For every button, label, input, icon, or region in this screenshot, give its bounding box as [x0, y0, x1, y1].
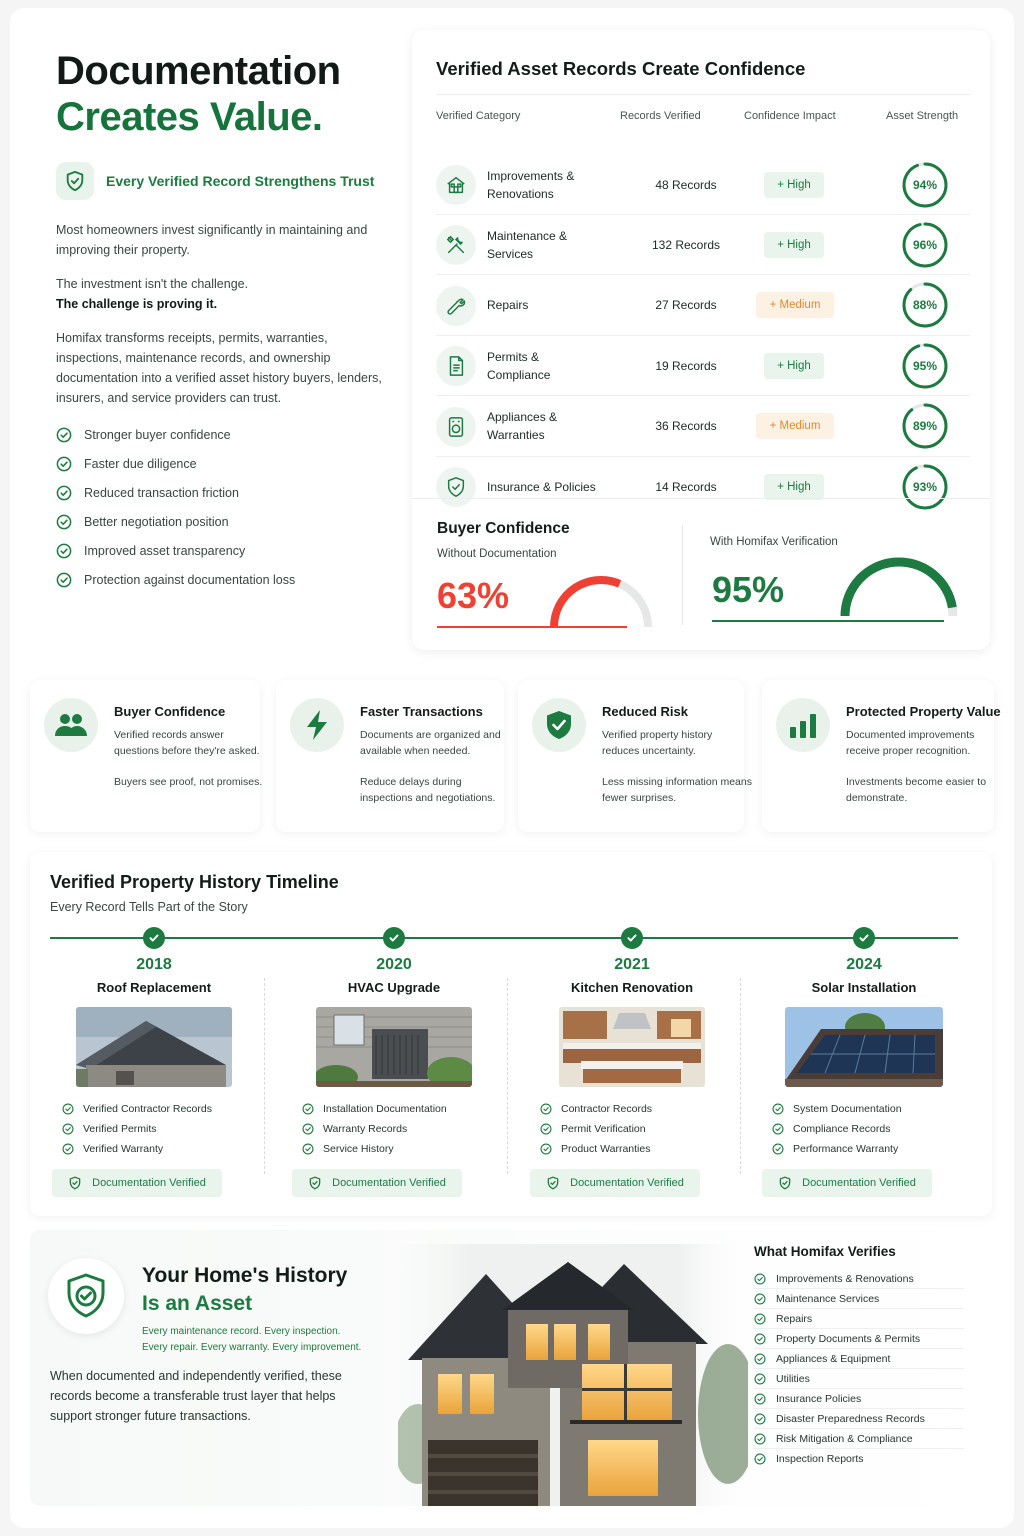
- record-row: [436, 215, 970, 275]
- asset-paragraph: When documented and independently verified, these records become a transferable trust layer that helps support stronger future transactions.: [50, 1369, 342, 1423]
- timeline-record-list: [754, 1099, 974, 1159]
- with-verification-value: 95%: [712, 569, 785, 610]
- verifies-text: Insurance Policies: [776, 1392, 862, 1405]
- feature-text-1: Verified property history reduces uncertainty.: [602, 729, 713, 757]
- timeline-record-item: [540, 1139, 742, 1159]
- check-circle-icon: [754, 1453, 766, 1465]
- timeline-year: 2020: [376, 956, 412, 973]
- timeline-milestone-check: [143, 927, 165, 949]
- feature-faster-transactions: [276, 680, 504, 832]
- gauge-with: [836, 552, 962, 622]
- documentation-verified-badge: [762, 1169, 932, 1197]
- verifies-text: Repairs: [776, 1312, 813, 1325]
- timeline-milestone-check: [621, 927, 643, 949]
- timeline-entry: [44, 952, 264, 1197]
- hero-section: [56, 48, 396, 594]
- roof-photo: [76, 1007, 232, 1087]
- strength-value: 96%: [912, 237, 938, 252]
- wrench-icon: [436, 286, 476, 326]
- shield-icon: [532, 698, 586, 752]
- check-circle-icon: [754, 1273, 766, 1285]
- documentation-verified-badge: [530, 1169, 700, 1197]
- benefit-item: [56, 449, 396, 478]
- timeline-record-text: Performance Warranty: [793, 1143, 899, 1155]
- with-verification-label: With Homifax Verification: [710, 536, 838, 548]
- kitchen-photo: [559, 1007, 705, 1087]
- record-category: Appliances & Warranties: [487, 410, 558, 443]
- gauge-track: [554, 580, 648, 627]
- documentation-verified-badge: [52, 1169, 222, 1197]
- strength-value: 93%: [912, 480, 938, 494]
- appliance-icon: [436, 407, 476, 447]
- bolt-icon: [290, 698, 344, 752]
- record-row: [436, 276, 970, 336]
- timeline-year: 2024: [846, 956, 882, 973]
- check-circle-icon: [540, 1123, 552, 1135]
- timeline-project: Solar Installation: [811, 980, 917, 995]
- records-title: Verified Asset Records Create Confidence: [436, 58, 806, 79]
- timeline-record-text: Installation Documentation: [323, 1103, 447, 1115]
- document-icon: [436, 346, 476, 386]
- check-circle-icon: [302, 1123, 314, 1135]
- timeline-record-list: [44, 1099, 264, 1159]
- timeline-record-item: [302, 1139, 504, 1159]
- timeline-title: Verified Property History Timeline: [50, 872, 339, 892]
- benefit-item: [56, 478, 396, 507]
- shield-check-icon: [308, 1176, 322, 1190]
- verifies-item: [754, 1349, 964, 1369]
- check-icon: [388, 932, 400, 944]
- house-photo: [398, 1244, 748, 1506]
- column-header-records: Records Verified: [620, 110, 701, 122]
- solar-photo: [785, 1007, 943, 1087]
- record-row: [436, 155, 970, 215]
- benefit-item: [56, 565, 396, 594]
- divider: [436, 94, 970, 95]
- record-row: [436, 457, 970, 517]
- badge-text: Documentation Verified: [92, 1177, 206, 1189]
- record-count: 48 Records: [655, 177, 717, 192]
- gauge-without: [544, 574, 654, 632]
- feature-reduced-risk: [518, 680, 752, 832]
- column-header-strength: Asset Strength: [886, 110, 959, 122]
- column-header-impact: Confidence Impact: [744, 110, 836, 122]
- feature-text-1: Verified records answer questions before they're asked.: [114, 729, 260, 757]
- check-circle-icon: [754, 1333, 766, 1345]
- verifies-text: Appliances & Equipment: [776, 1352, 891, 1365]
- shield-check-icon: [68, 1176, 82, 1190]
- check-circle-icon: [754, 1413, 766, 1425]
- timeline-card: [30, 852, 992, 1216]
- verifies-item: [754, 1309, 964, 1329]
- benefit-text: Protection against documentation loss: [84, 572, 296, 587]
- check-circle-icon: [56, 456, 72, 472]
- check-circle-icon: [62, 1123, 74, 1135]
- timeline-record-text: Compliance Records: [793, 1123, 891, 1135]
- record-count: 14 Records: [655, 480, 717, 494]
- badge-text: Documentation Verified: [570, 1177, 684, 1189]
- verifies-text: Maintenance Services: [776, 1292, 880, 1305]
- benefit-text: Improved asset transparency: [84, 543, 246, 558]
- timeline-record-text: Permit Verification: [561, 1123, 646, 1135]
- verifies-panel: [754, 1244, 964, 1469]
- asset-subline-2: Every repair. Every warranty. Every improvement.: [142, 1342, 362, 1353]
- check-circle-icon: [754, 1373, 766, 1385]
- strength-ring: [900, 220, 950, 270]
- timeline-year: 2018: [136, 956, 172, 973]
- gauge-fill: [845, 562, 952, 616]
- hero-paragraph-3: Homifax transforms receipts, permits, warranties, inspections, maintenance records, and ownership documentation into a verified asset history buyers, lenders, insurers, and service providers can trust.: [56, 331, 382, 405]
- impact-badge: + High: [764, 172, 824, 198]
- hero-title: [56, 48, 396, 140]
- check-icon: [626, 932, 638, 944]
- timeline-record-text: Contractor Records: [561, 1103, 653, 1115]
- strength-ring: [900, 280, 950, 330]
- verifies-text: Inspection Reports: [776, 1453, 864, 1465]
- feature-title: Faster Transactions: [360, 704, 483, 719]
- check-circle-icon: [772, 1103, 784, 1115]
- bar-chart-icon: [776, 698, 830, 752]
- timeline-record-text: Service History: [323, 1143, 394, 1155]
- check-icon: [858, 932, 870, 944]
- strength-ring: [900, 341, 950, 391]
- check-circle-icon: [540, 1103, 552, 1115]
- check-circle-icon: [56, 427, 72, 443]
- check-circle-icon: [754, 1433, 766, 1445]
- check-circle-icon: [56, 514, 72, 530]
- check-circle-icon: [754, 1393, 766, 1405]
- check-circle-icon: [772, 1123, 784, 1135]
- feature-text-2: Less missing information means fewer surprises.: [602, 776, 752, 804]
- verifies-item: [754, 1329, 964, 1349]
- hero-paragraph-2-text: The investment isn't the challenge.: [56, 277, 249, 291]
- check-circle-icon: [754, 1353, 766, 1365]
- hero-title-line1: Documentation: [56, 49, 341, 93]
- record-category: Maintenance & Services: [487, 228, 568, 261]
- without-documentation-label: Without Documentation: [437, 548, 557, 560]
- asset-title-line2: Is an Asset: [142, 1292, 253, 1315]
- feature-title: Protected Property Value: [846, 704, 1001, 719]
- verifies-text: Risk Mitigation & Compliance: [776, 1432, 913, 1445]
- timeline-project: HVAC Upgrade: [347, 980, 441, 995]
- check-circle-icon: [540, 1143, 552, 1155]
- shield-check-icon: [436, 467, 476, 507]
- timeline-record-item: [772, 1139, 974, 1159]
- badge-text: Documentation Verified: [332, 1177, 446, 1189]
- hero-paragraph-2: [56, 274, 396, 314]
- verifies-text: Improvements & Renovations: [776, 1272, 914, 1285]
- timeline-record-text: Product Warranties: [561, 1143, 651, 1155]
- timeline-record-text: Verified Contractor Records: [83, 1103, 212, 1115]
- timeline-year: 2021: [614, 956, 650, 973]
- record-count: 132 Records: [651, 237, 721, 252]
- check-circle-icon: [56, 543, 72, 559]
- verifies-title: What Homifax Verifies: [754, 1244, 896, 1259]
- record-category: Improvements & Renovations: [487, 168, 575, 201]
- hero-paragraph-1: Most homeowners invest significantly in maintaining and improving their property.: [56, 223, 368, 257]
- check-circle-icon: [56, 456, 72, 472]
- check-circle-icon: [754, 1313, 766, 1325]
- feature-text-1: Documents are organized and available when needed.: [360, 729, 501, 757]
- check-icon: [148, 932, 160, 944]
- shield-check-icon: [56, 162, 94, 200]
- check-circle-icon: [62, 1143, 74, 1155]
- feature-text-2: Reduce delays during inspections and negotiations.: [360, 776, 496, 804]
- record-row: [436, 336, 970, 396]
- benefit-text: Better negotiation position: [84, 514, 229, 529]
- timeline-record-item: [540, 1119, 742, 1139]
- check-circle-icon: [56, 427, 72, 443]
- record-count: 36 Records: [655, 419, 717, 434]
- verifies-item: [754, 1289, 964, 1309]
- strength-value: 95%: [912, 358, 938, 373]
- timeline-entry: [754, 952, 974, 1197]
- check-circle-icon: [56, 514, 72, 530]
- divider: [264, 978, 265, 1174]
- check-circle-icon: [56, 485, 72, 501]
- check-circle-icon: [56, 485, 72, 501]
- verifies-item: [754, 1269, 964, 1289]
- feature-protected-value: [762, 680, 1001, 832]
- gauge-track: [845, 562, 953, 616]
- benefit-list: [56, 420, 396, 594]
- timeline-record-list: [284, 1099, 504, 1159]
- documentation-verified-badge: [292, 1169, 462, 1197]
- strength-value: 94%: [912, 177, 938, 192]
- timeline-record-item: [772, 1119, 974, 1139]
- strength-ring: [900, 401, 950, 451]
- timeline-record-item: [302, 1119, 504, 1139]
- feature-text-2: Buyers see proof, not promises.: [114, 776, 263, 788]
- check-circle-icon: [62, 1103, 74, 1115]
- timeline-record-item: [62, 1099, 264, 1119]
- feature-buyer-confidence: [30, 680, 263, 832]
- check-circle-icon: [56, 572, 72, 588]
- verifies-text: Property Documents & Permits: [776, 1332, 921, 1345]
- check-circle-icon: [772, 1143, 784, 1155]
- timeline-milestone-check: [383, 927, 405, 949]
- verifies-text: Disaster Preparedness Records: [776, 1412, 925, 1425]
- verifies-item: [754, 1409, 964, 1429]
- check-circle-icon: [56, 572, 72, 588]
- impact-badge: + Medium: [756, 413, 834, 439]
- timeline-record-item: [772, 1099, 974, 1119]
- gauge-fill: [554, 580, 620, 627]
- check-circle-icon: [56, 543, 72, 559]
- divider: [507, 978, 508, 1174]
- verifies-item: [754, 1389, 964, 1409]
- timeline-record-item: [540, 1099, 742, 1119]
- impact-badge: + High: [764, 353, 824, 379]
- verifies-item: [754, 1429, 964, 1449]
- record-category: Insurance & Policies: [487, 480, 596, 494]
- benefit-item: [56, 536, 396, 565]
- feature-title: Buyer Confidence: [114, 704, 226, 719]
- timeline-record-list: [522, 1099, 742, 1159]
- timeline-record-text: Verified Warranty: [83, 1143, 164, 1155]
- verifies-text: Utilities: [776, 1372, 810, 1385]
- hvac-photo: [316, 1007, 472, 1087]
- record-count: 19 Records: [655, 358, 717, 373]
- verifies-item: [754, 1369, 964, 1389]
- timeline-entry: [284, 952, 504, 1197]
- hero-tagline: [56, 162, 396, 200]
- tools-icon: [436, 225, 476, 265]
- timeline-project: Roof Replacement: [96, 980, 212, 995]
- column-header-category: Verified Category: [436, 110, 521, 122]
- timeline-milestone-check: [853, 927, 875, 949]
- shield-check-icon: [48, 1258, 124, 1334]
- timeline-record-text: System Documentation: [793, 1103, 902, 1115]
- house-icon: [436, 165, 476, 205]
- feature-text-1: Documented improvements receive proper recognition.: [846, 729, 975, 757]
- timeline-record-item: [62, 1119, 264, 1139]
- strength-value: 88%: [912, 298, 938, 313]
- tagline-text: Every Verified Record Strengthens Trust: [106, 173, 375, 189]
- benefit-text: Stronger buyer confidence: [84, 427, 231, 442]
- record-category: Repairs: [487, 298, 529, 313]
- without-documentation-value: 63%: [437, 575, 510, 616]
- record-row: [436, 397, 970, 457]
- impact-badge: + High: [764, 232, 824, 258]
- timeline-record-text: Warranty Records: [323, 1123, 408, 1135]
- timeline-record-item: [302, 1099, 504, 1119]
- strength-ring: [900, 462, 950, 512]
- benefit-item: [56, 420, 396, 449]
- timeline-record-item: [62, 1139, 264, 1159]
- impact-badge: + Medium: [756, 292, 834, 318]
- buyer-confidence-title: Buyer Confidence: [437, 520, 570, 537]
- asset-title-line1: Your Home's History: [142, 1264, 348, 1287]
- timeline-entry: [522, 952, 742, 1197]
- feature-text-2: Investments become easier to demonstrate.: [846, 776, 987, 804]
- verifies-item: [754, 1449, 964, 1469]
- verifies-list: [754, 1269, 964, 1469]
- hero-paragraph-2-bold: The challenge is proving it.: [56, 297, 218, 311]
- check-circle-icon: [302, 1103, 314, 1115]
- divider: [682, 525, 683, 625]
- timeline-line: [50, 937, 958, 939]
- asset-subline-1: Every maintenance record. Every inspection.: [142, 1326, 341, 1337]
- benefit-text: Faster due diligence: [84, 456, 197, 471]
- impact-badge: + High: [764, 474, 824, 500]
- divider: [412, 498, 990, 499]
- benefit-text: Reduced transaction friction: [84, 485, 239, 500]
- badge-text: Documentation Verified: [802, 1177, 916, 1189]
- records-card: [412, 30, 990, 650]
- feature-title: Reduced Risk: [602, 704, 688, 719]
- strength-ring: [900, 160, 950, 210]
- timeline-project: Kitchen Renovation: [570, 980, 694, 995]
- strength-value: 89%: [912, 419, 938, 434]
- check-circle-icon: [302, 1143, 314, 1155]
- benefit-item: [56, 507, 396, 536]
- shield-check-icon: [778, 1176, 792, 1190]
- asset-history-section: [30, 1230, 992, 1506]
- record-category: Permits & Compliance: [487, 349, 551, 382]
- check-circle-icon: [754, 1293, 766, 1305]
- page: [10, 8, 1014, 1528]
- users-icon: [44, 698, 98, 752]
- timeline-subtitle: Every Record Tells Part of the Story: [50, 900, 248, 914]
- record-count: 27 Records: [655, 298, 717, 313]
- hero-title-line2: Creates Value.: [56, 95, 323, 139]
- timeline-record-text: Verified Permits: [83, 1123, 157, 1135]
- shield-check-icon: [546, 1176, 560, 1190]
